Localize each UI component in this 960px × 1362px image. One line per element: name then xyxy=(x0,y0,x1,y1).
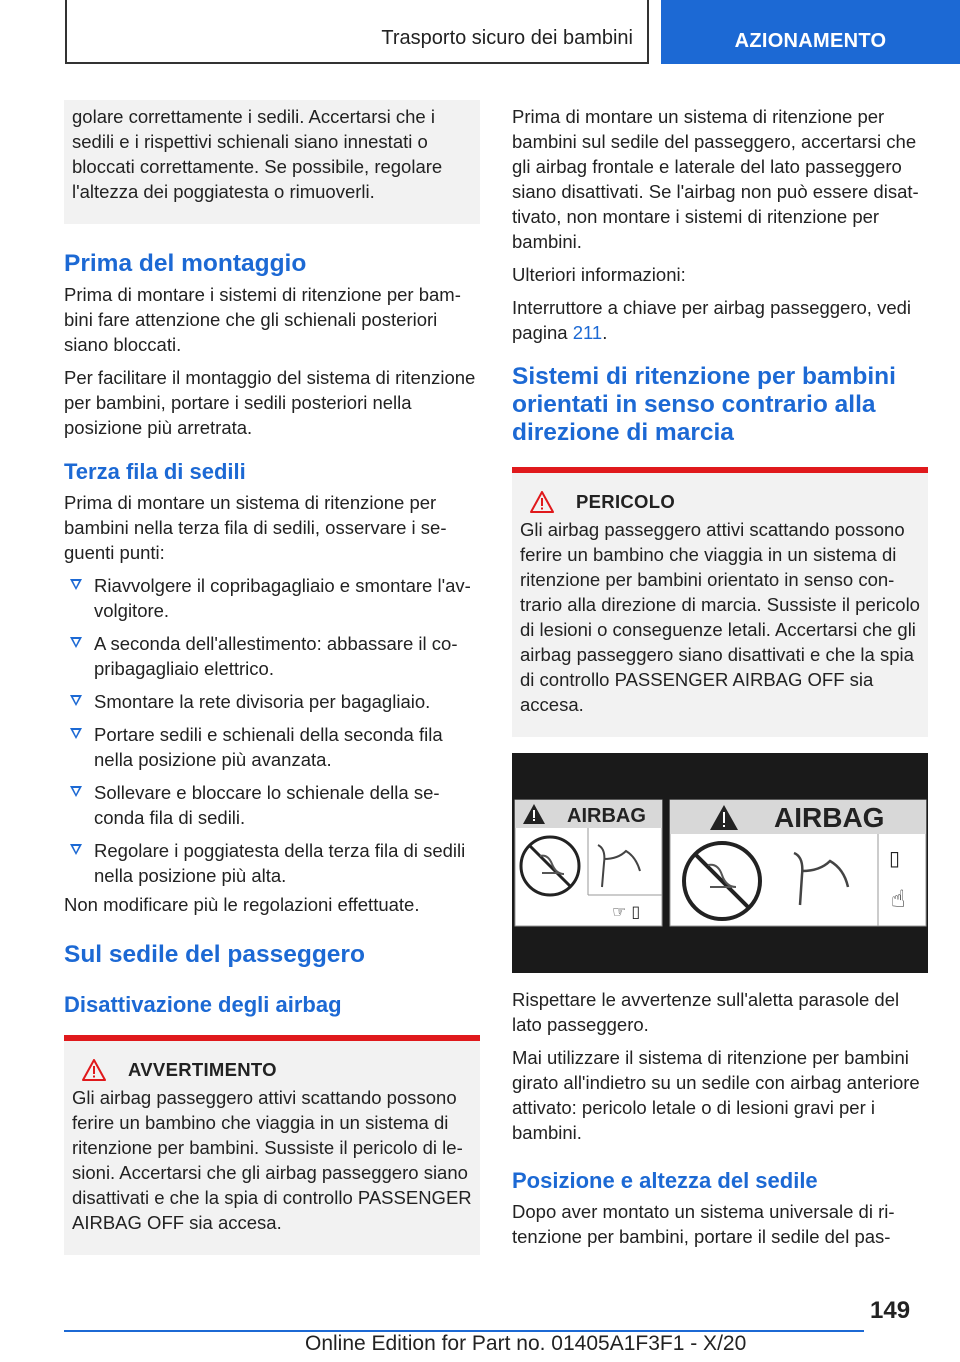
list-item: Smontare la rete divisoria per bagagliaio. xyxy=(64,689,480,714)
triangle-bullet-icon xyxy=(70,786,82,797)
page-reference-link[interactable]: 211 xyxy=(572,322,603,343)
page-number: 149 xyxy=(870,1297,911,1324)
header-section-title: Trasporto sicuro dei bambini xyxy=(381,27,633,49)
heading-sedile-passeggero: Sul sedile del passeggero xyxy=(64,941,365,968)
list-item: Riavvolgere il copribagagliaio e smontare l'avvolgitore. xyxy=(64,573,480,623)
danger-text: Gli airbag passeggero attivi scattando possono ferire un bambino che viaggia in un sistema di ritenzione per bambini orientato in senso contrario alla direzione di marcia. Sussiste il pericolo di lesioni o conseguenze letali. Accertarsi che gli airbag passeggero siano disattivati e che la spia di controllo PASSENGER AIRBAG OFF sia accesa. xyxy=(520,519,920,715)
heading-prima-montaggio: Prima del montaggio xyxy=(64,250,307,277)
paragraph: Mai utilizzare il sistema di ritenzione per bambini girato all'indietro su un sedile con airbag anteriore attivato: pericolo letale o di lesioni gravi per i bambini. xyxy=(512,1047,920,1143)
list-item: A seconda dell'allestimento: abbassare il copribagagliaio elettrico. xyxy=(64,631,480,681)
warning-text: Gli airbag passeggero attivi scattando possono ferire un bambino che viaggia in un sistema di ritenzione per bambini. Sussiste il pericolo di lesioni. Accertarsi che gli airbag passeggero siano disattivati e che la spia di controllo PASSENGER AIRBAG OFF sia accesa. xyxy=(72,1087,472,1233)
footer-edition-text: Online Edition for Part no. 01405A1F3F1 - X/20 xyxy=(305,1332,747,1355)
list-item: Regolare i poggiatesta della terza fila di sedili nella posizione più alta. xyxy=(64,838,480,888)
paragraph: Prima di montare i sistemi di ritenzione per bambini fare attenzione che gli schienali posteriori siano bloccati. xyxy=(64,284,461,355)
svg-text:☝: ☝ xyxy=(891,885,906,913)
danger-title: PERICOLO xyxy=(576,491,676,512)
heading-posizione-altezza: Posizione e altezza del sedile xyxy=(512,1168,818,1193)
triangle-bullet-icon xyxy=(70,637,82,648)
header-chapter-tab[interactable] xyxy=(661,0,960,64)
heading-sistemi-contrari: Sistemi di ritenzione per bambini orientati in senso contrario alla direzione di marcia xyxy=(512,363,896,446)
header-section-box xyxy=(65,0,649,64)
intro-box xyxy=(64,100,480,224)
steps-list xyxy=(64,573,480,888)
warning-triangle-icon xyxy=(82,1059,106,1081)
airbag-label-small-text: AIRBAG xyxy=(567,805,646,827)
paragraph: Per facilitare il montaggio del sistema di ritenzione per bambini, portare i sedili posteriori nella posizione più arretrata. xyxy=(64,367,476,438)
triangle-bullet-icon xyxy=(70,695,82,706)
intro-text: golare correttamente i sedili. Accertarsi che i sedili e i rispettivi schienali siano innestati o bloccati correttamente. Se possibile, regolare l'altezza dei poggiatesta o rimuoverli. xyxy=(72,106,443,202)
triangle-bullet-icon xyxy=(70,844,82,855)
paragraph-with-link: Interruttore a chiave per airbag passeggero, vedi pagina 211. xyxy=(512,297,912,343)
heading-terza-fila: Terza fila di sedili xyxy=(64,459,246,484)
airbag-warning-label-image xyxy=(512,753,928,973)
list-item: Sollevare e bloccare lo schienale della seconda fila di sedili. xyxy=(64,780,480,830)
right-column xyxy=(512,100,928,1257)
paragraph: Prima di montare un sistema di ritenzione per bambini sul sedile del passeggero, accertarsi che gli airbag frontale e laterale del lato passeggero siano disattivati. Se l'airbag non può essere disattivato, non montare i sistemi di ritenzione per bambini. xyxy=(512,106,919,252)
svg-text:▯: ▯ xyxy=(889,846,901,870)
paragraph: Ulteriori informazioni: xyxy=(512,264,686,285)
list-item: Portare sedili e schienali della seconda fila nella posizione più avanzata. xyxy=(64,722,480,772)
triangle-bullet-icon xyxy=(70,728,82,739)
heading-disattivazione-airbag: Disattivazione degli airbag xyxy=(64,992,342,1017)
warning-title: AVVERTIMENTO xyxy=(128,1059,277,1080)
paragraph: Rispettare le avvertenze sull'aletta parasole del lato passeggero. xyxy=(512,989,900,1035)
danger-box xyxy=(512,467,928,737)
header-chapter-title: AZIONAMENTO xyxy=(734,30,887,52)
airbag-label-large-text: AIRBAG xyxy=(774,802,885,833)
warning-box xyxy=(64,1035,480,1255)
triangle-bullet-icon xyxy=(70,579,82,590)
left-column xyxy=(64,100,480,1255)
paragraph: Dopo aver montato un sistema universale di ritenzione per bambini, portare il sedile del pas- xyxy=(512,1201,895,1247)
paragraph: Prima di montare un sistema di ritenzione per bambini nella terza fila di sedili, osservare i seguenti punti: xyxy=(64,492,447,563)
svg-text:☞ ▯: ☞ ▯ xyxy=(612,902,641,921)
warning-triangle-icon xyxy=(530,491,554,513)
paragraph: Non modificare più le regolazioni effettuate. xyxy=(64,894,420,915)
